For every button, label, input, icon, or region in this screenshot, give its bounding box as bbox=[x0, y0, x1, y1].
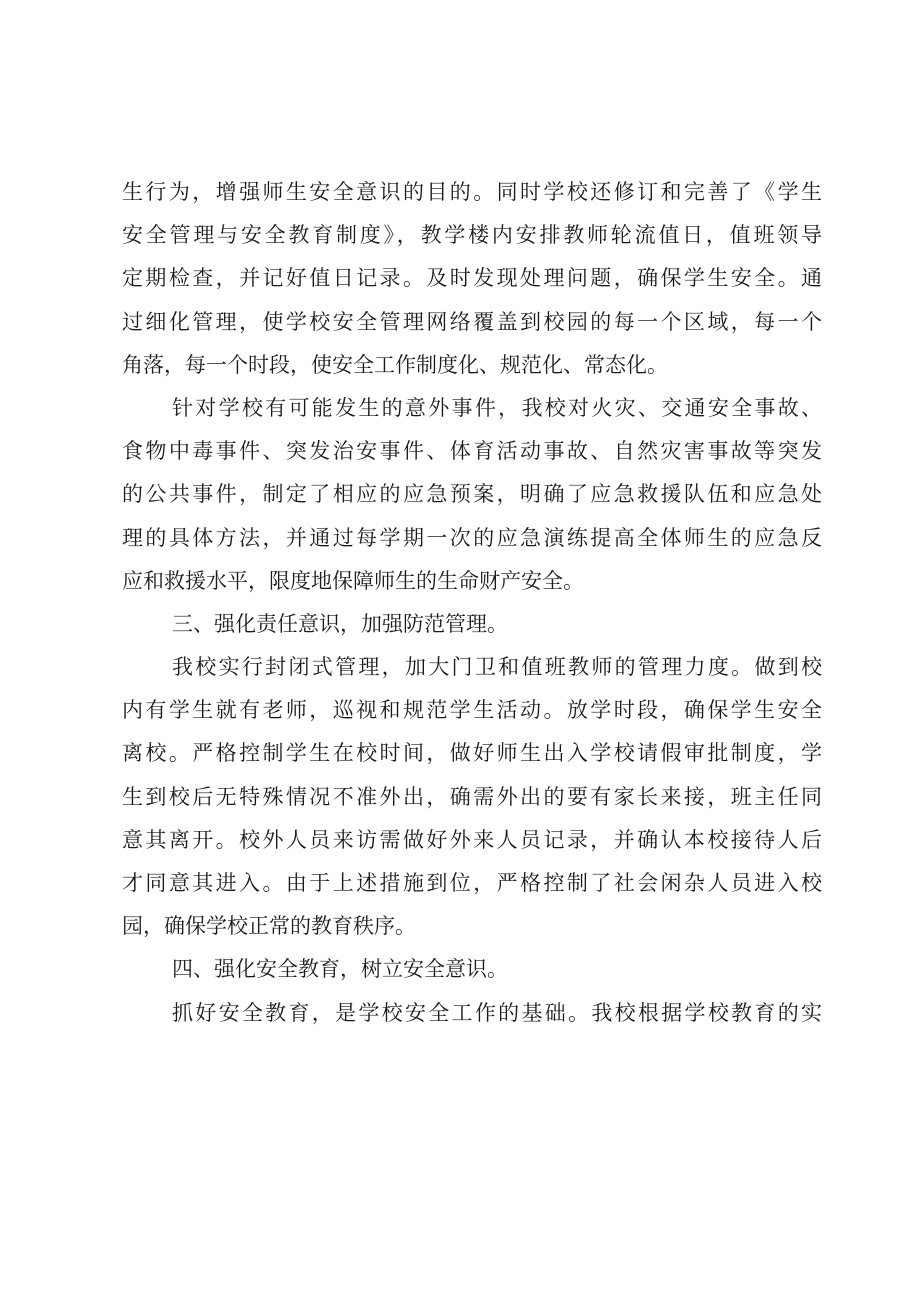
section-heading: 四、强化安全教育，树立安全意识。 bbox=[172, 957, 508, 982]
text-line: 才同意其进入。由于上述措施到位，严格控制了社会闲杂人员进入校 bbox=[122, 871, 822, 895]
text-line: 生到校后无特殊情况不准外出，确需外出的要有家长来接，班主任同 bbox=[122, 784, 822, 809]
text-line: 食物中毒事件、突发治安事件、体育活动事故、自然灾害事故等突发 bbox=[122, 439, 822, 464]
text-line: 针对学校有可能发生的意外事件，我校对火灾、交通安全事故、 bbox=[172, 395, 822, 420]
text-line: 安全管理与安全教育制度》，教学楼内安排教师轮流值日，值班领导 bbox=[122, 223, 822, 248]
body-text bbox=[122, 171, 822, 1035]
text-line: 角落，每一个时段，使安全工作制度化、规范化、常态化。 bbox=[122, 352, 668, 377]
text-line: 园，确保学校正常的教育秩序。 bbox=[122, 914, 416, 939]
text-line: 抓好安全教育，是学校安全工作的基础。我校根据学校教育的实 bbox=[172, 1000, 822, 1025]
text-line: 过细化管理，使学校安全管理网络覆盖到校园的每一个区域，每一个 bbox=[122, 309, 822, 334]
text-line: 离校。严格控制学生在校时间，做好师生出入学校请假审批制度，学 bbox=[122, 741, 822, 766]
text-line: 的公共事件，制定了相应的应急预案，明确了应急救援队伍和应急处 bbox=[122, 482, 822, 507]
section-heading: 三、强化责任意识，加强防范管理。 bbox=[172, 611, 508, 636]
text-line: 应和救援水平，限度地保障师生的生命财产安全。 bbox=[122, 568, 584, 593]
text-line: 内有学生就有老师，巡视和规范学生活动。放学时段，确保学生安全 bbox=[122, 698, 822, 723]
text-line: 生行为，增强师生安全意识的目的。同时学校还修订和完善了《学生 bbox=[122, 180, 822, 204]
text-line: 理的具体方法，并通过每学期一次的应急演练提高全体师生的应急反 bbox=[122, 525, 822, 550]
text-line: 意其离开。校外人员来访需做好外来人员记录，并确认本校接待人后 bbox=[122, 827, 822, 852]
text-line: 定期检查，并记好值日记录。及时发现处理问题，确保学生安全。通 bbox=[122, 266, 822, 291]
text-line: 我校实行封闭式管理，加大门卫和值班教师的管理力度。做到校 bbox=[172, 655, 822, 680]
